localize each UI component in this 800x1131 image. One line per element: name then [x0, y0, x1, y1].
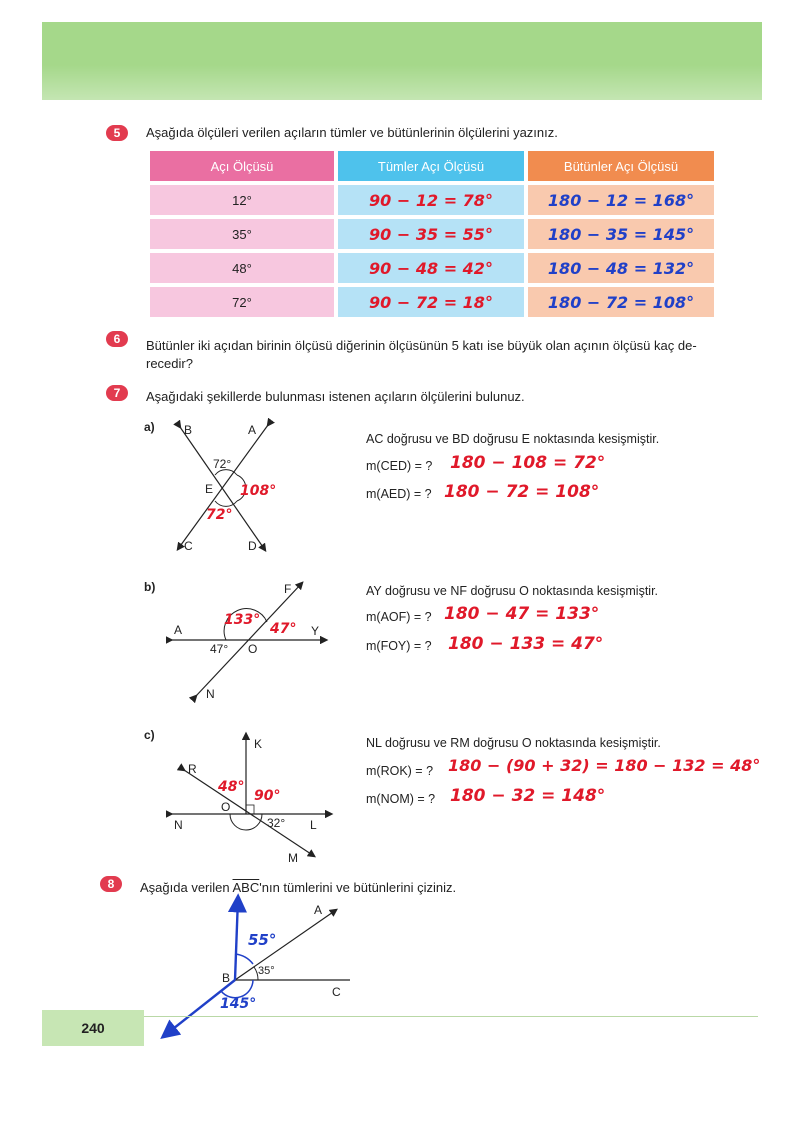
question-5-text: Aşağıda ölçüleri verilen açıların tümler ve bütünlerinin ölçülerini yazınız.	[146, 125, 558, 140]
label-o: O	[221, 800, 231, 814]
complement-answer: 90 − 35 = 55°	[369, 224, 493, 244]
given-angle: 47°	[210, 642, 229, 656]
hw-angle: 133°	[224, 612, 261, 628]
question-8-text: Aşağıda verilen $\overline{ABC}'nın$ tümlerini ve bütünlerini çiziniz.	[140, 880, 457, 895]
figure-7a	[160, 415, 290, 560]
label-b: B	[184, 423, 193, 437]
label-c: C	[332, 985, 341, 999]
part-c-answer1: 180 − (90 + 32) = 180 − 132 = 48°	[448, 756, 761, 775]
label-a: A	[314, 903, 323, 917]
complement-answer: 90 − 48 = 42°	[369, 258, 493, 278]
angle-cell: 35°	[150, 219, 334, 249]
table-row	[150, 287, 714, 317]
part-a-label: a)	[144, 420, 155, 434]
supplement-answer: 180 − 72 = 108°	[547, 292, 695, 312]
footer-line	[144, 1016, 758, 1017]
angle-cell: 12°	[150, 185, 334, 215]
complement-answer: 90 − 12 = 78°	[369, 190, 493, 210]
page-number: 240	[81, 1020, 105, 1036]
label-o: O	[248, 642, 258, 656]
label-f: F	[284, 582, 292, 596]
angle-cell: 48°	[150, 253, 334, 283]
angle-arc	[230, 814, 262, 830]
label-m: M	[288, 851, 298, 865]
label-a: A	[174, 623, 183, 637]
figure-8	[150, 890, 365, 1050]
hw-angle: 145°	[220, 996, 257, 1012]
hw-angle: 108°	[240, 483, 277, 499]
question-5-badge: 5	[106, 125, 128, 141]
part-b-statement: AY doğrusu ve NF doğrusu O noktasında kesişmiştir.	[366, 584, 659, 598]
part-a-q2: m(AED) = ?	[366, 487, 432, 501]
angle-table	[146, 147, 718, 321]
part-b-label: b)	[144, 580, 156, 594]
supplement-answer: 180 − 35 = 145°	[547, 224, 695, 244]
label-a: A	[248, 423, 257, 437]
hw-angle: 90°	[254, 788, 281, 804]
given-angle: 32°	[267, 816, 286, 830]
question-7-text: Aşağıdaki şekillerde bulunması istenen açıların ölçülerini bulunuz.	[146, 389, 525, 404]
header-complement: Tümler Açı Ölçüsü	[338, 151, 524, 181]
supplement-answer: 180 − 48 = 132°	[547, 258, 695, 278]
right-angle-mark	[246, 805, 254, 814]
question-6-line2: recedir?	[146, 356, 193, 371]
angle-abc: $\overline{ABC}$	[232, 880, 260, 895]
question-8-badge: 8	[100, 876, 122, 892]
question-6-badge: 6	[106, 331, 128, 347]
label-d: D	[248, 539, 257, 553]
figure-7b	[166, 578, 331, 703]
part-c-answer2: 180 − 32 = 148°	[450, 786, 606, 806]
complement-arc	[235, 954, 253, 964]
hw-angle: 47°	[270, 621, 297, 637]
header-supplement: Bütünler Açı Ölçüsü	[528, 151, 714, 181]
line-rm	[184, 770, 314, 856]
part-c-q2: m(NOM) = ?	[366, 792, 436, 806]
label-b: B	[222, 971, 231, 985]
hw-angle: 48°	[218, 779, 245, 795]
table-row	[150, 219, 714, 249]
label-c: C	[184, 539, 193, 553]
part-a-answer1: 180 − 108 = 72°	[450, 453, 606, 473]
header-angle: Açı Ölçüsü	[150, 151, 334, 181]
table-row	[150, 253, 714, 283]
part-b-q2: m(FOY) = ?	[366, 639, 432, 653]
part-a-q1: m(CED) = ?	[366, 459, 433, 473]
complement-answer: 90 − 72 = 18°	[369, 292, 493, 312]
supplement-answer: 180 − 12 = 168°	[547, 190, 695, 210]
part-b-answer1: 180 − 47 = 133°	[444, 604, 600, 624]
table-row	[150, 185, 714, 215]
part-b-answer2: 180 − 133 = 47°	[448, 634, 604, 654]
part-c-label: c)	[144, 728, 155, 742]
hw-angle: 55°	[248, 931, 277, 949]
label-k: K	[254, 737, 263, 751]
figure-7c	[166, 728, 336, 868]
label-n: N	[174, 818, 183, 832]
hw-angle: 72°	[206, 507, 233, 523]
given-angle: 35°	[258, 965, 275, 977]
label-e: E	[205, 482, 214, 496]
angle-cell: 72°	[150, 287, 334, 317]
part-b-q1: m(AOF) = ?	[366, 610, 432, 624]
label-l: L	[310, 818, 317, 832]
label-n: N	[206, 687, 215, 701]
given-angle: 72°	[213, 457, 232, 471]
label-y: Y	[311, 624, 320, 638]
part-a-answer2: 180 − 72 = 108°	[444, 482, 600, 502]
label-r: R	[188, 762, 197, 776]
banner-shade	[42, 22, 762, 100]
part-c-statement: NL doğrusu ve RM doğrusu O noktasında kesişmiştir.	[366, 736, 661, 750]
part-c-q1: m(ROK) = ?	[366, 764, 434, 778]
question-6-line1: Bütünler iki açıdan birinin ölçüsü diğerinin ölçüsünün 5 katı ise büyük olan açının ölçüsü kaç de-	[146, 338, 697, 353]
complement-ray	[235, 898, 238, 980]
part-a-statement: AC doğrusu ve BD doğrusu E noktasında kesişmiştir.	[366, 432, 660, 446]
question-7-badge: 7	[106, 385, 128, 401]
